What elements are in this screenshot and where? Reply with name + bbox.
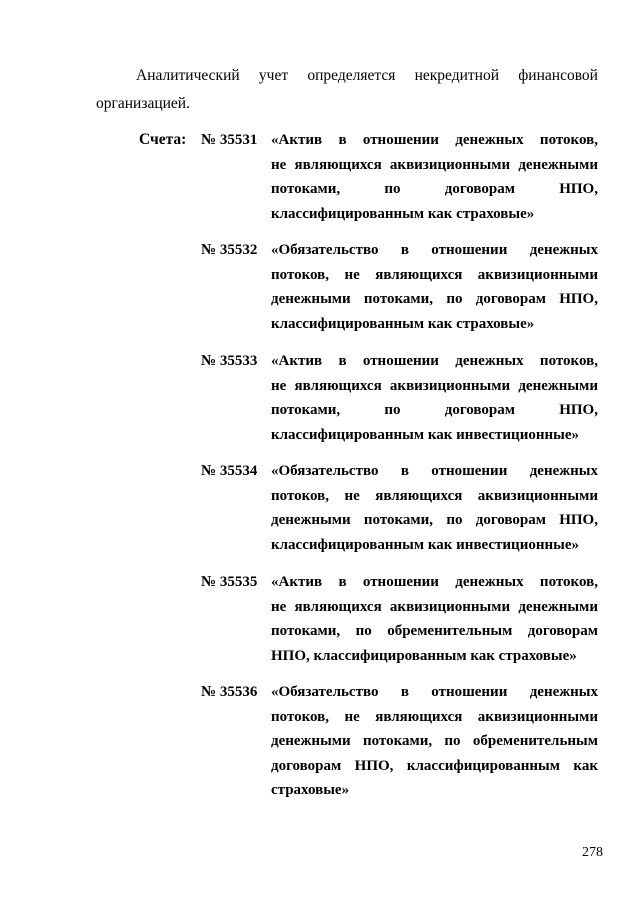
description-word: отношении [362, 353, 439, 369]
description-word: по [444, 733, 461, 749]
intro-line-1 [96, 62, 598, 90]
account-number: № 35533 [201, 353, 258, 369]
account-number: № 35531 [201, 132, 258, 148]
intro-paragraph [96, 62, 598, 118]
description-line [271, 619, 598, 644]
description-word: аквизиционными [389, 156, 511, 173]
description-word: не [271, 598, 287, 615]
description-line [271, 484, 598, 509]
description-word: денежных [455, 132, 524, 148]
description-word: «Обязательство [271, 684, 379, 700]
description-word: денежными [271, 733, 351, 749]
description-word: обременительным [387, 623, 513, 639]
description-line [271, 705, 598, 730]
description-word: в [338, 574, 347, 590]
description-word: денежных [455, 574, 524, 590]
description-word: «Актив [271, 353, 323, 369]
description-word: денежных [529, 242, 598, 258]
description-word: являющихся [294, 156, 382, 173]
description-line [271, 238, 598, 263]
intro-word: учет [258, 67, 289, 84]
description-word: не [344, 708, 360, 725]
description-word: «Обязательство [271, 242, 379, 258]
description-line [271, 778, 598, 803]
description-word: денежными [518, 377, 598, 394]
description-word: отношении [362, 132, 439, 148]
description-word: потоками, [271, 623, 341, 639]
description-line [271, 153, 598, 178]
description-word: в [400, 684, 409, 700]
description-line [271, 508, 598, 533]
account-number: № 35534 [201, 463, 258, 479]
description-word: потоков, [271, 487, 330, 504]
account-number: № 35536 [201, 684, 258, 700]
description-line [271, 263, 598, 288]
description-word: договорам [271, 757, 342, 774]
description-word: потоками, [363, 512, 434, 528]
description-word: денежными [271, 291, 351, 307]
description-word: не [344, 487, 360, 504]
description-line [271, 680, 598, 705]
intro-line-2: организацией. [96, 95, 190, 112]
intro-word: некредитной [414, 67, 500, 84]
description-line [271, 570, 598, 595]
account-description [271, 128, 598, 226]
description-word: потоками, [363, 291, 434, 307]
description-word: потоков, [271, 266, 330, 283]
description-word: НПО, [559, 291, 598, 307]
description-line [271, 595, 598, 620]
description-word: отношении [431, 242, 508, 258]
description-line [271, 349, 598, 374]
description-word: договорам [444, 181, 515, 197]
description-word: отношении [431, 684, 508, 700]
description-word: НПО, классифицированным как страховые» [271, 647, 577, 664]
description-line [271, 423, 598, 448]
intro-word: Аналитический [136, 67, 240, 84]
description-word: по [384, 402, 401, 418]
description-word: являющихся [294, 377, 382, 394]
description-word: в [400, 463, 409, 479]
description-word: являющихся [375, 266, 463, 283]
description-word: потоков, [539, 353, 598, 369]
intro-word: финансовой [518, 67, 598, 84]
description-word: «Актив [271, 132, 323, 148]
description-word: отношении [362, 574, 439, 590]
description-word: по [355, 623, 372, 639]
description-word: денежными [518, 598, 598, 615]
description-word: классифицированным как страховые» [271, 315, 535, 332]
description-word: договорам [475, 291, 546, 307]
description-word: НПО, [559, 181, 598, 197]
description-word: являющихся [375, 487, 463, 504]
description-word: денежными [518, 156, 598, 173]
description-line [271, 459, 598, 484]
description-word: денежными [271, 512, 351, 528]
description-word: обременительным [472, 733, 598, 749]
description-line [271, 287, 598, 312]
description-word: денежных [529, 463, 598, 479]
description-word: как [573, 757, 598, 774]
description-line [271, 644, 598, 669]
description-word: НПО, [354, 757, 394, 774]
description-word: в [338, 132, 347, 148]
description-word: в [338, 353, 347, 369]
description-word: классифицированным [406, 757, 560, 774]
description-word: классифицированным как страховые» [271, 205, 535, 222]
description-word: аквизиционными [477, 266, 598, 283]
description-word: классифицированным как инвестиционные» [271, 536, 579, 553]
description-word: по [446, 291, 463, 307]
accounts-label: Счета: [139, 131, 187, 148]
description-line [271, 533, 598, 558]
description-word: договорам [444, 402, 515, 418]
account-description [271, 238, 598, 336]
description-word: договорам [527, 623, 598, 639]
description-word: по [384, 181, 401, 197]
description-word: являющихся [375, 708, 463, 725]
description-word: денежных [529, 684, 598, 700]
description-line [271, 398, 598, 423]
account-number: № 35532 [201, 242, 258, 258]
description-line [271, 128, 598, 153]
description-line [271, 374, 598, 399]
description-word: аквизиционными [389, 598, 511, 615]
description-word: денежных [455, 353, 524, 369]
description-word: отношении [431, 463, 508, 479]
description-line [271, 177, 598, 202]
description-line [271, 729, 598, 754]
description-word: аквизиционными [389, 377, 511, 394]
description-word: классифицированным как инвестиционные» [271, 426, 579, 443]
description-word: НПО, [559, 512, 598, 528]
description-word: потоками, [271, 181, 341, 197]
page-number: 278 [582, 845, 603, 860]
description-word: являющихся [294, 598, 382, 615]
account-description [271, 680, 598, 803]
description-line [271, 202, 598, 227]
description-word: потоками, [362, 733, 433, 749]
description-word: не [271, 156, 287, 173]
description-word: не [344, 266, 360, 283]
description-word: аквизиционными [477, 487, 598, 504]
account-number: № 35535 [201, 574, 258, 590]
description-word: по [446, 512, 463, 528]
description-word: потоков, [271, 708, 330, 725]
description-word: потоков, [539, 132, 598, 148]
description-word: страховые» [271, 782, 350, 798]
description-word: НПО, [559, 402, 598, 418]
description-line [271, 754, 598, 779]
intro-word: определяется [307, 67, 396, 84]
description-word: аквизиционными [477, 708, 598, 725]
account-description [271, 570, 598, 668]
description-word: договорам [475, 512, 546, 528]
description-word: потоков, [539, 574, 598, 590]
description-word: потоками, [271, 402, 341, 418]
account-description [271, 349, 598, 447]
description-word: не [271, 377, 287, 394]
description-line [271, 312, 598, 337]
description-word: «Актив [271, 574, 323, 590]
description-word: «Обязательство [271, 463, 379, 479]
account-description [271, 459, 598, 557]
description-word: в [400, 242, 409, 258]
